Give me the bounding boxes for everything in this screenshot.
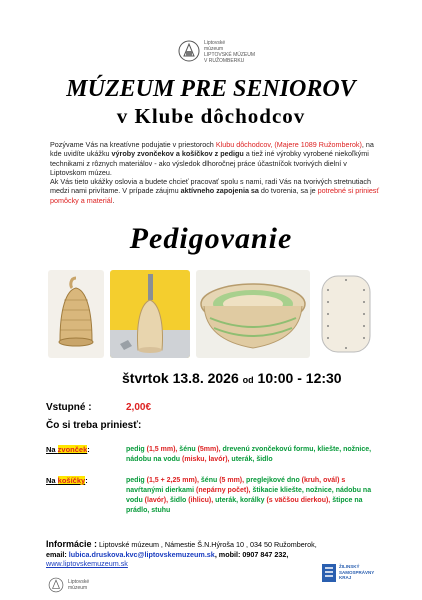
intro-text-part: do tvorenia, sa je — [258, 186, 318, 196]
entry-fee-value: 2,00€ — [126, 402, 152, 413]
museum-logo-text — [204, 40, 255, 64]
bell-form-photo — [110, 270, 190, 358]
event-datetime — [122, 370, 342, 386]
req-item: pedig — [126, 446, 145, 453]
req-item: pedig — [126, 477, 145, 484]
req-note: (kruh, ovál) s — [299, 477, 346, 484]
email-link[interactable]: lubica.druskova.kvc@liptovskemuzeum.sk — [68, 549, 215, 559]
logo-line: múzeum — [68, 585, 88, 591]
basket-photo — [196, 270, 310, 358]
req-item: šénu — [200, 477, 218, 484]
req-note: (1,5 + 2,25 mm), — [144, 477, 201, 484]
logo-line: múzeum — [204, 46, 224, 52]
label-part: : — [87, 445, 90, 454]
req-note: (nepárny počet), — [194, 487, 253, 494]
bell-requirements — [126, 445, 376, 465]
req-item: šénu — [179, 446, 196, 453]
label-part: Na — [46, 476, 58, 485]
basket-label-text — [46, 476, 85, 485]
zsk-logo — [322, 562, 378, 586]
website-link[interactable]: www.liptovskemuzeum.sk — [46, 559, 128, 568]
bell-label — [46, 445, 90, 454]
plywood-base-photo — [318, 270, 374, 358]
logo-line: KRAJ — [339, 575, 352, 580]
req-note: (lavór), — [142, 497, 170, 504]
req-item: drevenú zvončekovú formu, kliešte, nožnice, nádobu na vodu — [126, 446, 372, 463]
logo-line: Liptovské — [68, 579, 90, 585]
label-part: : — [85, 476, 88, 485]
req-item: šidlo — [169, 497, 187, 504]
req-item: štikacie kliešte, nožnice, nádobu na vodu — [126, 487, 372, 504]
event-day: štvrtok — [122, 370, 169, 386]
intro-venue: Klubu dôchodcov, (Majere 1089 Ružomberok) — [215, 140, 362, 149]
info-address: Liptovské múzeum , Námestie Š.N.Hýroša 10 , 034 50 Ružomberok, — [97, 540, 317, 549]
wicker-basket-image — [196, 270, 310, 358]
label-highlight: zvonček — [57, 445, 88, 454]
intro-text-part: . — [112, 195, 115, 205]
req-item: uterák, šidlo — [231, 456, 273, 463]
req-item: preglejkové dno — [246, 477, 300, 484]
intro-text — [50, 140, 380, 205]
museum-seal-icon — [178, 38, 200, 64]
info-label: Informácie : — [46, 539, 98, 549]
intro-text-part: Ak Vás tieto ukážky oslovia a budete chcieť pracovať spolu s nami, radi Vás na tvorivých stretnutiach medzi nami privítame. V prípade záujmu — [50, 177, 372, 196]
event-date: 13.8. 2026 — [172, 370, 239, 386]
req-item: navŕtanými dierkami — [126, 487, 195, 494]
intro-text-part: a tiež iné výrobky vyrobené niekoľkými technikami z rôznych materiálov - ako výsledok dlhoročnej práce účastníčok tvorivých dielní v Liptovskom múzeu. — [50, 149, 369, 177]
label-part: Na — [46, 445, 58, 454]
req-item: uterák, korálky — [215, 497, 265, 504]
museum-logo-bottom — [48, 576, 138, 596]
intro-text-part: , na kde uvidíte ukážku — [50, 140, 374, 159]
email-label: email: — [46, 549, 69, 559]
intro-highlight: výroby zvončekov a košíčkov z pedigu — [111, 149, 244, 159]
req-item: štipce na prádlo, stuhu — [126, 497, 363, 514]
wicker-bell-image — [48, 270, 104, 358]
bring-title: Čo si treba priniesť: — [46, 420, 142, 431]
intro-requirement: potrebné si priniesť pomôcky a materiál — [50, 186, 380, 205]
req-note: (1,5 mm), — [144, 446, 180, 453]
intro-highlight: aktívneho zapojenia sa — [180, 186, 259, 196]
event-from-label: od — [242, 375, 254, 385]
entry-fee-label: Vstupné : — [46, 402, 92, 413]
museum-logo — [178, 36, 288, 76]
logo-line: ŽILINSKÝ — [339, 564, 360, 569]
page-title: MÚZEUM PRE SENIOROV — [66, 76, 356, 102]
logo-line: V RUŽOMBERKU — [204, 58, 245, 64]
label-highlight: košíčky — [57, 476, 86, 485]
req-note: (misku, lavór), — [180, 456, 232, 463]
basket-requirements — [126, 476, 376, 516]
req-note: (ihlicu), — [186, 497, 216, 504]
section-heading: Pedigovanie — [129, 222, 293, 255]
museum-seal-icon — [48, 576, 64, 594]
page-subtitle: v Klube dôchodcov — [116, 104, 306, 128]
plywood-base-image — [318, 270, 374, 358]
basket-label — [46, 476, 88, 485]
req-note: (s väčšou dierkou), — [264, 497, 333, 504]
event-time: 10:00 - 12:30 — [257, 370, 342, 386]
intro-text-part: Pozývame Vás na kreatívne podujatie v priestoroch — [50, 140, 216, 149]
mobile-number: , mobil: 0907 847 232, — [214, 549, 289, 559]
wooden-form-image — [110, 270, 190, 358]
bell-photo — [48, 270, 104, 358]
region-crest-icon — [322, 564, 336, 582]
logo-line: LIPTOVSKÉ MÚZEUM — [204, 52, 256, 58]
bell-label-text — [46, 445, 87, 454]
req-note: (5mm), — [195, 446, 223, 453]
logo-line: SAMOSPRÁVNY — [339, 569, 375, 575]
logo-line: Liptovské — [204, 40, 226, 46]
req-note: (5 mm), — [217, 477, 247, 484]
